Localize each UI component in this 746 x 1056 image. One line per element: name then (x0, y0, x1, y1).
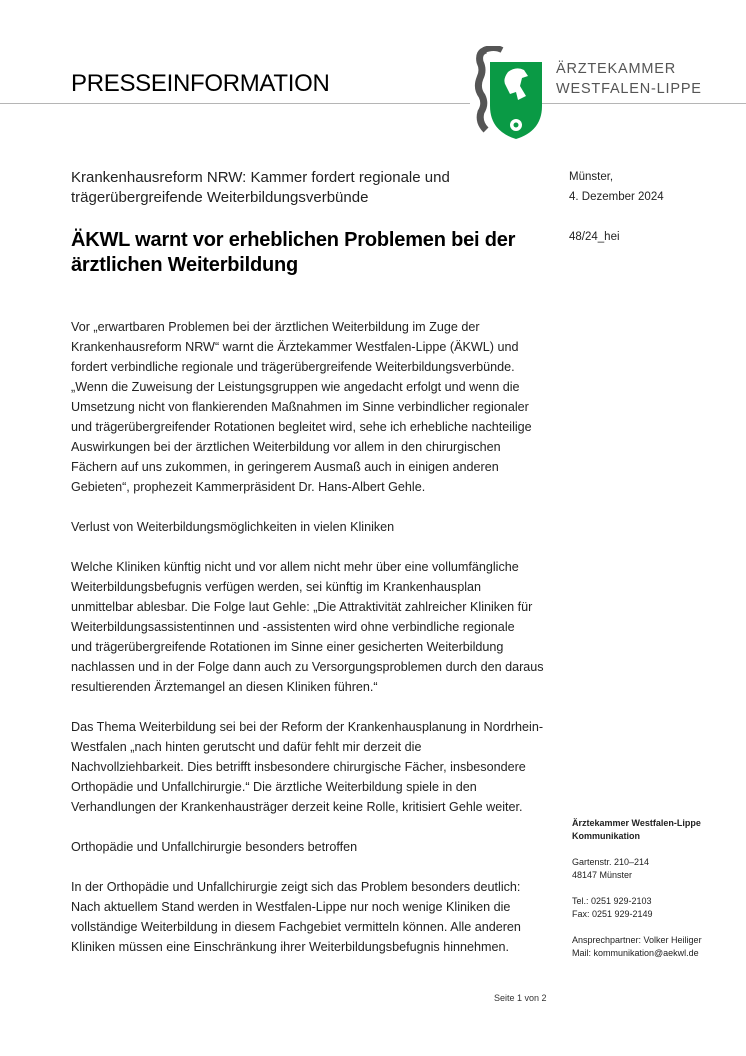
contact-line: Mail: kommunikation@aekwl.de (572, 948, 699, 958)
subtitle-line: Krankenhausreform NRW: Kammer fordert regionale und (71, 169, 450, 186)
paragraph (71, 517, 561, 537)
text-line: fordert verbindliche regionale und trägerübergreifende Weiterbildungsverbünde. (71, 360, 515, 374)
contact-group (572, 817, 702, 843)
contact-line: Kommunikation (572, 831, 641, 841)
paragraph (71, 877, 561, 957)
text-line: Umsetzung nicht von flankierenden Maßnahmen im Sinne verbindlicher regionaler (71, 400, 529, 414)
reference-number: 48/24_hei (569, 231, 620, 243)
text-line: Auswirkungen bei der ärztlichen Weiterbildung vor allem in den chirurgischen (71, 440, 501, 454)
text-line: Verhandlungen der Krankenhausträger derzeit keine Rolle, kritisiert Gehle weiter. (71, 800, 523, 814)
header-divider (540, 103, 746, 104)
text-line: Nach aktuellem Stand werden in Westfalen-Lippe nur noch wenige Kliniken die (71, 900, 511, 914)
text-line: Orthopädie und Unfallchirurgie.“ Die ärztliche Weiterbildung spiele in den (71, 780, 477, 794)
text-line: Welche Kliniken künftig nicht und vor allem nicht mehr über eine vollumfängliche (71, 560, 519, 574)
headline (71, 228, 515, 278)
text-line: und trägerübergreifender Rotationen begleitet wird, sehe ich erhebliche nachteilige (71, 420, 532, 434)
contact-line: Ärztekammer Westfalen-Lippe (572, 818, 701, 828)
paragraph (71, 717, 561, 817)
contact-line: 48147 Münster (572, 870, 633, 880)
organization-name (556, 59, 702, 99)
org-name-line: ÄRZTEKAMMER (556, 61, 676, 77)
text-line: „Wenn die Zuweisung der Leistungsgruppen wie angedacht erfolgt und wenn die (71, 380, 520, 394)
headline-line: ärztlichen Weiterbildung (71, 254, 299, 276)
text-line: Westfalen „nach hinten gerutscht und dafür fehlt mir derzeit die (71, 740, 422, 754)
contact-group (572, 934, 702, 960)
text-line: Orthopädie und Unfallchirurgie besonders betroffen (71, 840, 358, 854)
date: 4. Dezember 2024 (569, 191, 664, 203)
text-line: nachlassen und in der Folge dann auch zu Versorgungsproblemen durch den daraus (71, 660, 544, 674)
text-line: In der Orthopädie und Unfallchirurgie zeigt sich das Problem besonders deutlich: (71, 880, 521, 894)
document-type-label: PRESSEINFORMATION (71, 70, 330, 97)
contact-line: Fax: 0251 929-2149 (572, 909, 653, 919)
paragraph (71, 557, 561, 697)
org-name-line: WESTFALEN-LIPPE (556, 81, 702, 97)
headline-line: ÄKWL warnt vor erheblichen Problemen bei der (71, 229, 516, 251)
contact-group (572, 895, 702, 921)
contact-line: Ansprechpartner: Volker Heiliger (572, 935, 702, 945)
text-line: vollständige Weiterbildung in diesem Fachgebiet vermitteln können. Alle anderen (71, 920, 521, 934)
text-line: Kliniken müssen eine Einschränkung ihrer Weiterbildungsbefugnis hinnehmen. (71, 940, 510, 954)
text-line: Das Thema Weiterbildung sei bei der Reform der Krankenhausplanung in Nordrhein- (71, 720, 544, 734)
contact-line: Tel.: 0251 929-2103 (572, 896, 652, 906)
city: Münster, (569, 171, 614, 183)
subtitle-line: trägerübergreifende Weiterbildungsverbünde (71, 189, 369, 206)
text-line: und trägerübergreifende Rotationen im Sinne einer gesicherten Weiterbildung (71, 640, 504, 654)
header-divider (0, 103, 470, 104)
contact-block (572, 817, 702, 973)
text-line: Vor „erwartbaren Problemen bei der ärztlichen Weiterbildung im Zuge der (71, 320, 480, 334)
text-line: unmittelbar ablesbar. Die Folge laut Gehle: „Die Attraktivität zahlreicher Kliniken für (71, 600, 533, 614)
subtitle (71, 168, 450, 208)
text-line: Gebieten“, prophezeit Kammerpräsident Dr. Hans-Albert Gehle. (71, 480, 426, 494)
body-text (71, 317, 561, 977)
text-line: Krankenhausreform NRW“ warnt die Ärztekammer Westfalen-Lippe (ÄKWL) und (71, 340, 519, 354)
aekwl-logo (472, 46, 544, 140)
text-line: Weiterbildungsbefugnis verfügen werden, sei künftig im Krankenhausplan (71, 580, 482, 594)
text-line: Verlust von Weiterbildungsmöglichkeiten in vielen Kliniken (71, 520, 395, 534)
page-number: Seite 1 von 2 (494, 993, 547, 1003)
paragraph (71, 837, 561, 857)
contact-line: Gartenstr. 210–214 (572, 857, 650, 867)
text-line: resultierenden Ärztemangel an diesen Kliniken führen.“ (71, 680, 378, 694)
contact-group (572, 856, 702, 882)
text-line: Nachvollziehbarkeit. Dies betrifft insbesondere chirurgische Fächer, insbesondere (71, 760, 526, 774)
paragraph (71, 317, 561, 497)
text-line: Weiterbildungsassistentinnen und -assistenten wird ohne verbindliche regionale (71, 620, 515, 634)
text-line: Fächern auf uns zukommen, in geringerem Ausmaß auch in einigen anderen (71, 460, 499, 474)
